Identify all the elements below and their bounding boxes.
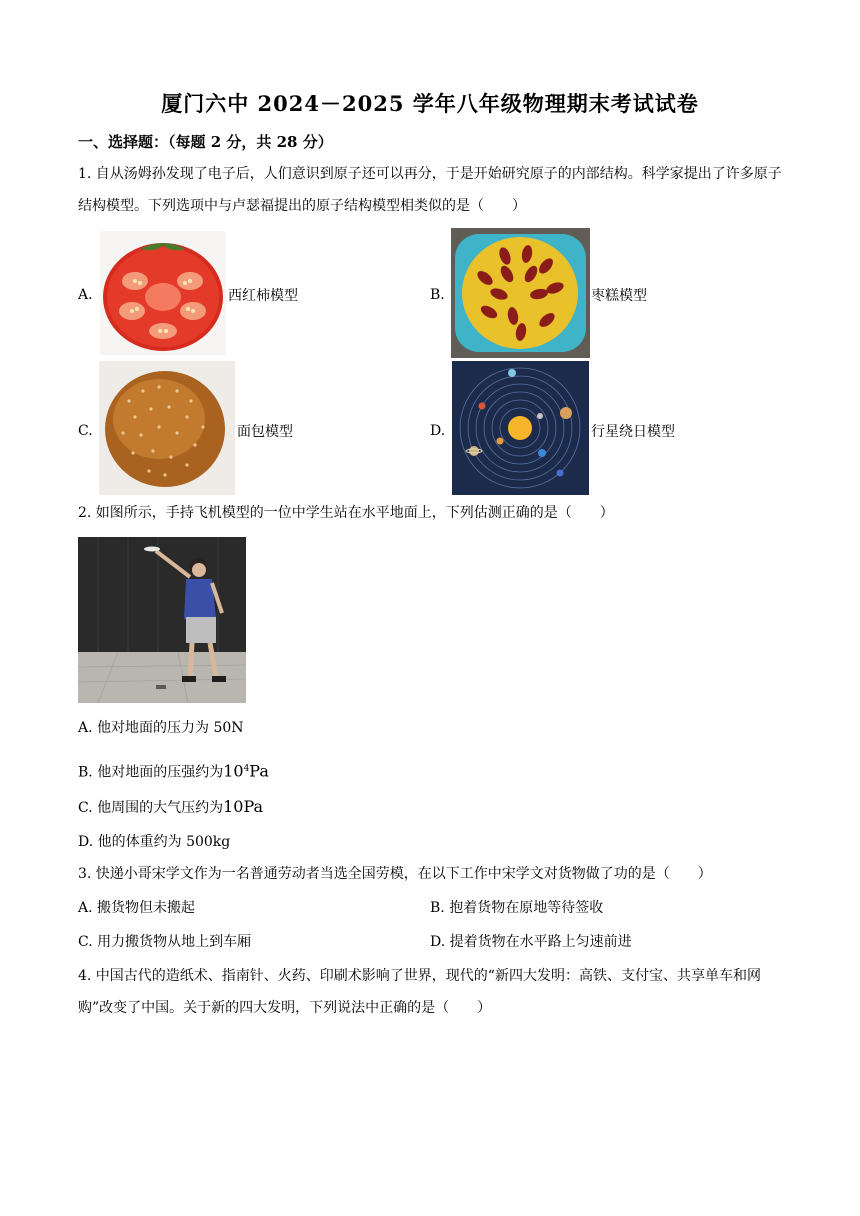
- q3-option-d: D. 提着货物在水平路上匀速前进: [430, 934, 632, 950]
- q2-option-d: D. 他的体重约为 500kg: [78, 834, 231, 850]
- question-3-stem: 3. 快递小哥宋学文作为一名普通劳动者当选全国劳模，在以下工作中宋学文对货物做了功的是（ ）: [78, 866, 712, 882]
- date-cake-image: [451, 228, 590, 358]
- q2-option-b: [78, 759, 269, 783]
- q1-option-d-letter: D.: [430, 423, 446, 439]
- q2-option-c: [78, 797, 263, 818]
- q1-option-a-caption: 西红柿模型: [228, 288, 298, 304]
- q1-option-b-caption: 枣糕模型: [591, 288, 647, 304]
- q3-option-a: A. 搬货物但未搬起: [78, 900, 196, 916]
- question-2-stem: 2. 如图所示，手持飞机模型的一位中学生站在水平地面上，下列估测正确的是（ ）: [78, 505, 614, 521]
- student-photo-image: [78, 537, 246, 703]
- q2-option-b-text: B. 他对地面的压强约为: [78, 764, 224, 781]
- q3-option-b: B. 抱着货物在原地等待签收: [430, 900, 604, 916]
- q2-option-a: A. 他对地面的压力为 50N: [78, 720, 244, 736]
- q1-option-a-letter: A.: [78, 287, 93, 303]
- q1-option-c-caption: 面包模型: [237, 424, 293, 440]
- section-heading: 一、选择题：（每题 2 分，共 28 分）: [78, 133, 333, 151]
- solar-system-image: [452, 361, 589, 495]
- question-4-stem: 4. 中国古代的造纸术、指南针、火药、印刷术影响了世界，现代的“新四大发明：高铁、支付宝、共享单车和网购”改变了中国。关于新的四大发明，下列说法中正确的是（ ）: [78, 968, 761, 1016]
- q2-option-c-text: C. 他周围的大气压约为: [78, 800, 224, 816]
- q2-option-c-value: 10Pa: [223, 797, 264, 816]
- q1-option-d-caption: 行星绕日模型: [591, 424, 675, 440]
- question-1-stem: 1. 自从汤姆孙发现了电子后，人们意识到原子还可以再分，于是开始研究原子的内部结构。科学家提出了许多原子结构模型。下列选项中与卢瑟福提出的原子结构模型相类似的是（ ）: [78, 166, 782, 214]
- q2-option-b-base: 10: [223, 761, 244, 781]
- q1-option-b-letter: B.: [430, 287, 445, 303]
- tomato-image: [100, 231, 226, 355]
- q1-option-c-letter: C.: [78, 423, 93, 439]
- sesame-bread-image: [99, 361, 235, 495]
- q2-option-b-unit: Pa: [249, 761, 269, 781]
- q2-option-b-exponent: 4: [243, 764, 250, 774]
- page-title: 厦门六中 2024－2025 学年八年级物理期末考试试卷: [161, 91, 699, 116]
- q3-option-c: C. 用力搬货物从地上到车厢: [78, 934, 252, 950]
